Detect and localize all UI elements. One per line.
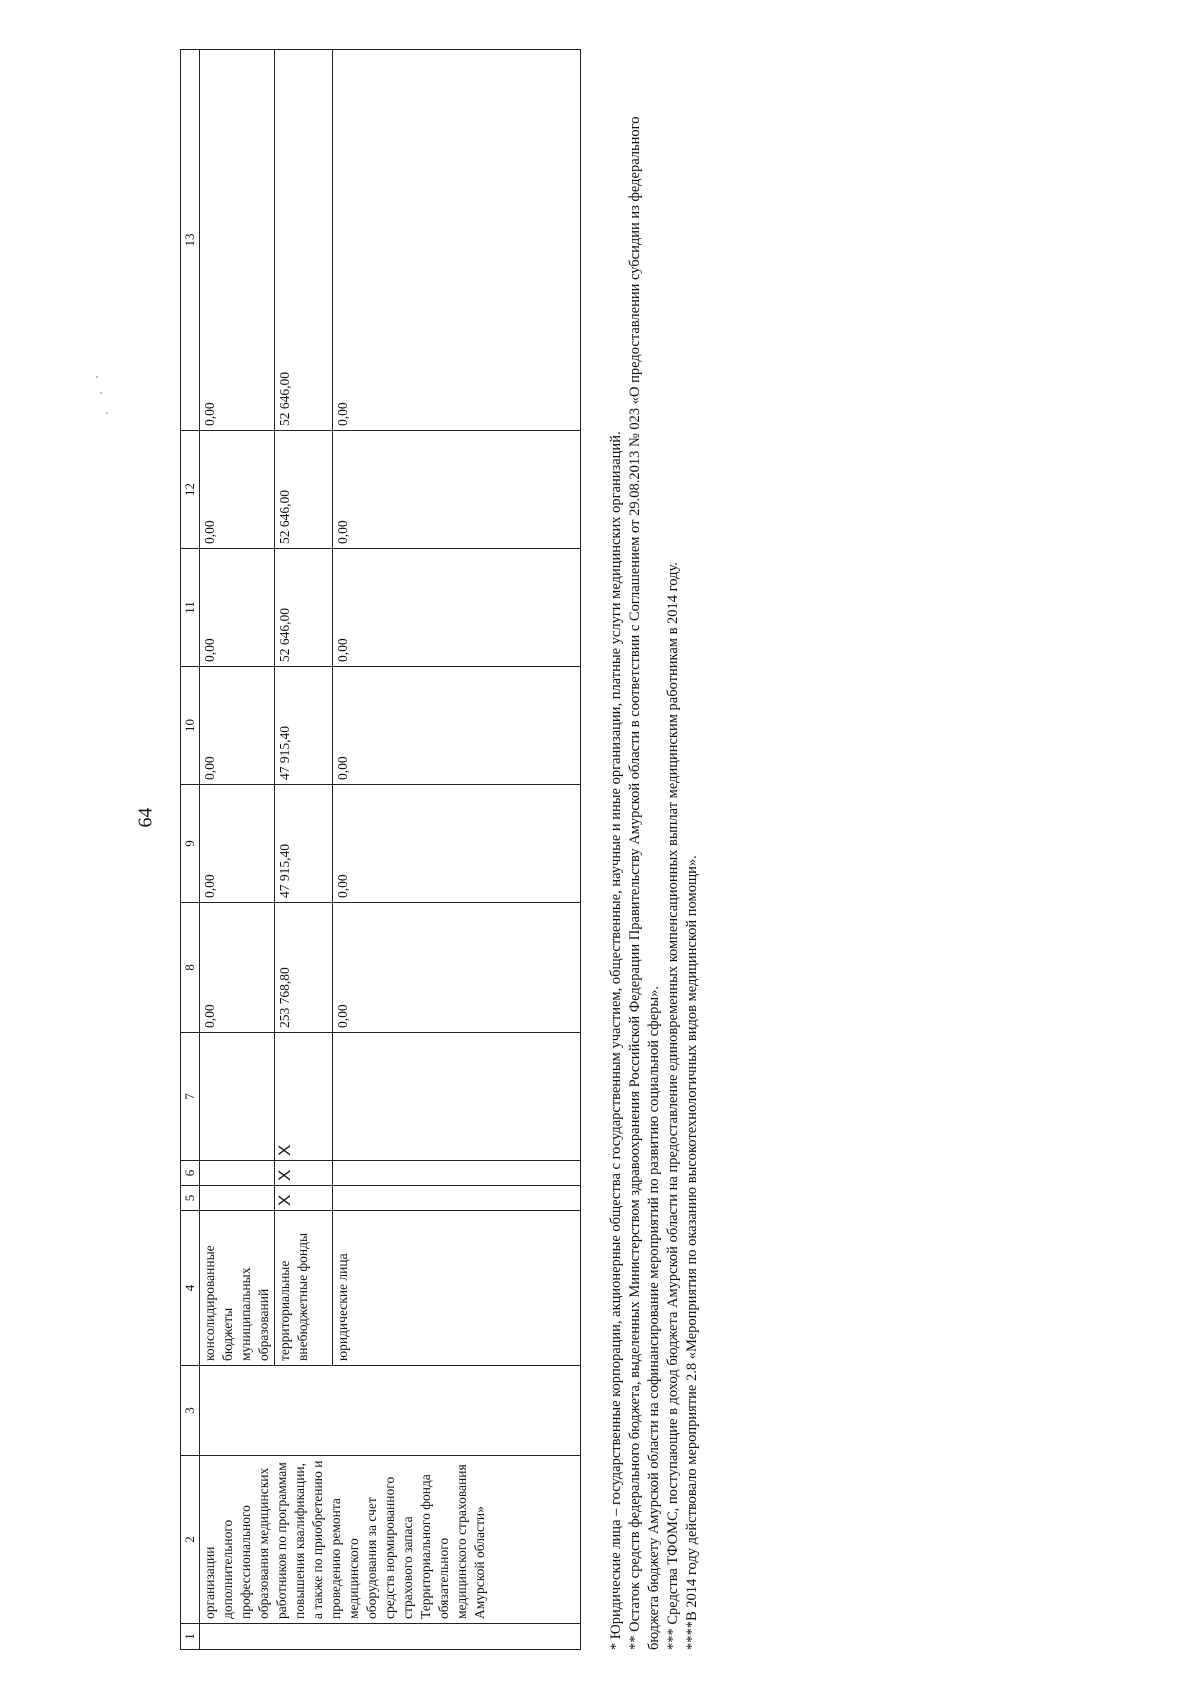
value-cell: 253 768,80: [275, 903, 333, 1033]
value-cell: 0,00: [200, 903, 275, 1033]
header-cell: 10: [181, 667, 200, 785]
header-cell: 13: [181, 50, 200, 431]
header-cell: 8: [181, 903, 200, 1033]
funding-source: консолидированные бюджеты муниципальных образований: [200, 1211, 275, 1366]
col7-cell: [200, 1033, 275, 1161]
header-cell: 7: [181, 1033, 200, 1161]
value-cell: 0,00: [200, 431, 275, 549]
header-cell: 12: [181, 431, 200, 549]
measure-description: организации дополнительного профессионального образования медицинских работников по программам повышения квалификации, а также по приобретению и проведению ремонта медицинского оборудования за счет средств нормированного страхового запаса Территориального фонда обязательного медицинского страхования Амурской области»: [200, 1456, 581, 1624]
value-cell: 0,00: [333, 431, 581, 549]
header-cell: 1: [181, 1624, 200, 1650]
footnote-legal-entities: * Юридические лица – государственные корпорации, акционерные общества с государственным участием, общественные, научные и иные организации, платные услуги медицинских организаций.: [608, 431, 624, 1650]
value-cell: 0,00: [200, 667, 275, 785]
footnote-measure-2-8: ****В 2014 году действовало мероприятие 2.8 «Мероприятия по оказанию высокотехнологичных видов медицинской помощи».: [684, 855, 700, 1650]
funding-source: юридические лица: [333, 1211, 581, 1366]
col7-cell: [333, 1033, 581, 1161]
value-cell: 0,00: [333, 50, 581, 431]
value-cell: 52 646,00: [275, 431, 333, 549]
value-cell: 0,00: [333, 785, 581, 903]
value-cell: 47 915,40: [275, 667, 333, 785]
rotated-page-content: [180, 50, 740, 1650]
col5-cell: [200, 1186, 275, 1211]
col6-cell: Х: [275, 1161, 333, 1186]
header-cell: 3: [181, 1366, 200, 1456]
scan-speck: [96, 376, 98, 378]
header-cell: 4: [181, 1211, 200, 1366]
col7-cell: Х: [275, 1033, 333, 1161]
value-cell: 0,00: [333, 667, 581, 785]
scan-speck: [106, 412, 108, 414]
value-cell: 0,00: [200, 549, 275, 667]
col6-cell: [200, 1161, 275, 1186]
budget-table: [180, 49, 581, 1650]
col1-cell: [200, 1624, 581, 1650]
table-header-row: [181, 50, 200, 1650]
value-cell: 52 646,00: [275, 549, 333, 667]
value-cell: 52 646,00: [275, 50, 333, 431]
footnotes: [607, 90, 702, 1650]
funding-source: территориальные внебюджетные фонды: [275, 1211, 333, 1366]
scan-speck: [100, 392, 102, 394]
value-cell: 0,00: [333, 549, 581, 667]
header-cell: 2: [181, 1456, 200, 1624]
header-cell: 5: [181, 1186, 200, 1211]
col5-cell: [333, 1186, 581, 1211]
header-cell: 11: [181, 549, 200, 667]
header-cell: 9: [181, 785, 200, 903]
col3-cell: [200, 1366, 581, 1456]
page-number: 64: [134, 807, 157, 828]
footnote-federal-budget-remainder: ** Остаток средств федерального бюджета, выделенных Министерством здравоохранения Российской Федерации Правительству Амурской области в соответствии с Соглашением от 29.08.2013 № 023 «О предоставлении субсидии из федерального бюджета бюджету Амурской области на софинансирование мероприятий по развитию социальной сферы».: [627, 116, 662, 1650]
col5-cell: Х: [275, 1186, 333, 1211]
value-cell: 0,00: [200, 50, 275, 431]
table-row: [200, 50, 275, 1650]
header-cell: 6: [181, 1161, 200, 1186]
value-cell: 47 915,40: [275, 785, 333, 903]
col6-cell: [333, 1161, 581, 1186]
value-cell: 0,00: [333, 903, 581, 1033]
value-cell: 0,00: [200, 785, 275, 903]
footnote-tfoms-funds: *** Средства ТФОМС, поступающие в доход бюджета Амурской области на предоставление единовременных компенсационных выплат медицинским работникам в 2014 году.: [665, 562, 681, 1650]
